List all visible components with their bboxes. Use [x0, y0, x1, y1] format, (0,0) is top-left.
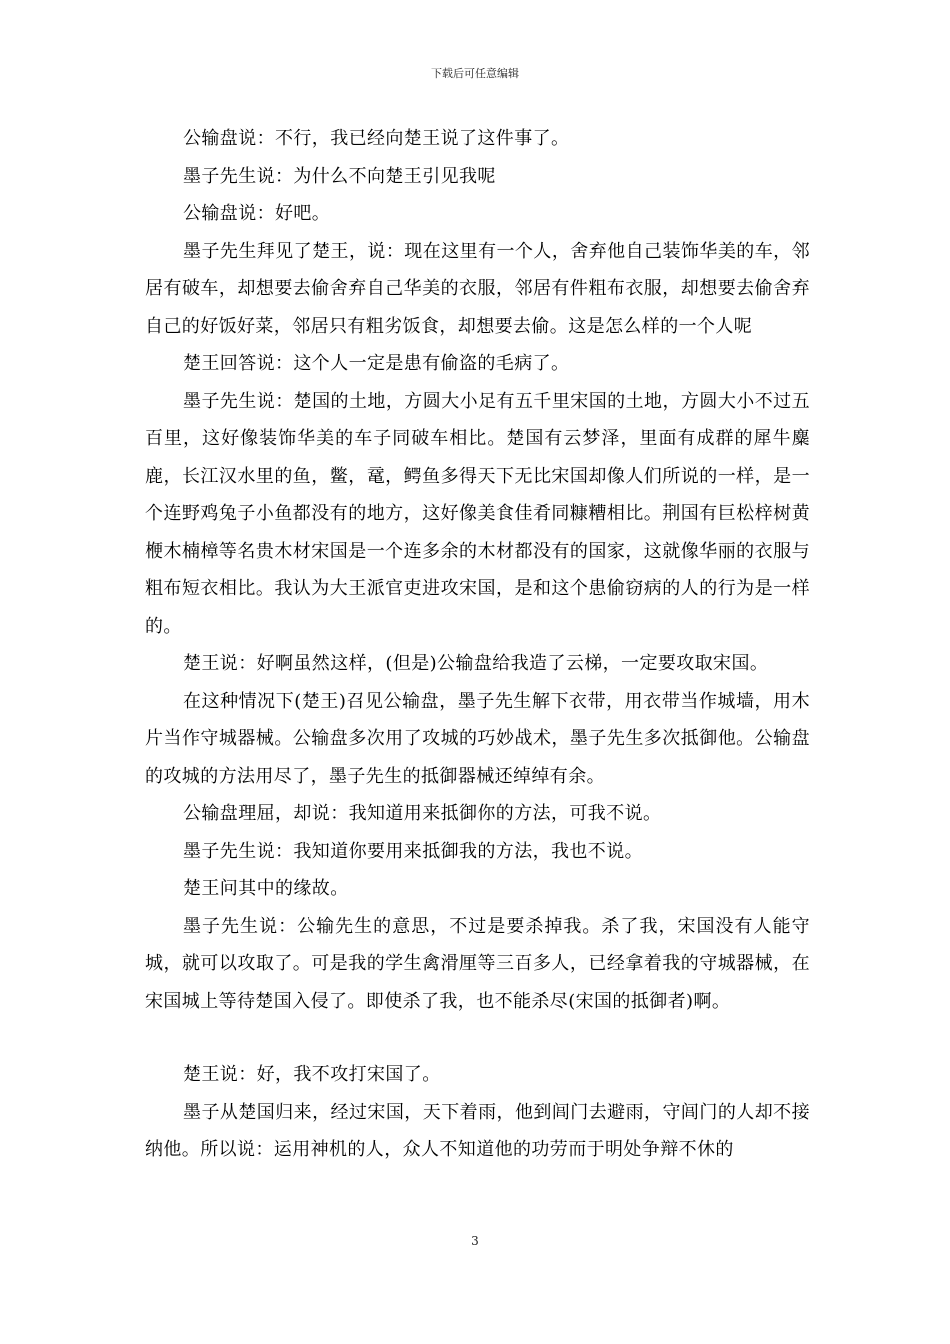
paragraph: 楚王说：好啊虽然这样，(但是)公输盘给我造了云梯，一定要攻取宋国。	[183, 653, 769, 674]
paragraph: 公输盘说：不行，我已经向楚王说了这件事了。	[183, 128, 570, 149]
paragraph: 墨子从楚国归来，经过宋国，天下着雨，他到闾门去避雨，守闾门的人却不接纳他。所以说：运用神机的人，众人不知道他的功劳而于明处争辩不休的	[145, 1101, 810, 1160]
paragraph: 公输盘说：好吧。	[183, 203, 331, 224]
paragraph: 墨子先生说：为什么不向楚王引见我呢	[183, 165, 496, 187]
paragraph: 墨子先生说：我知道你要用来抵御我的方法，我也不说。	[183, 840, 643, 862]
paragraph: 在这种情况下(楚王)召见公输盘，墨子先生解下衣带，用衣带当作城墙，用木片当作守城器械。公输盘多次用了攻城的巧妙战术，墨子先生多次抵御他。公输盘的攻城的方法用尽了，墨子先生的抵御器械还绰绰有余。	[145, 690, 810, 787]
paragraph: 公输盘理屈，却说：我知道用来抵御你的方法，可我不说。	[183, 803, 662, 824]
paragraph: 墨子先生拜见了楚王，说：现在这里有一个人，舍弃他自己装饰华美的车，邻居有破车，却想要去偷舍弃自己华美的衣服，邻居有件粗布衣服，却想要去偷舍弃自己的好饭好菜，邻居只有粗劣饭食，却想要去偷。这是怎么样的一个人呢	[145, 240, 810, 337]
paragraph: 楚王回答说：这个人一定是患有偷盗的毛病了。	[183, 353, 570, 374]
page-number: 3	[471, 1234, 479, 1248]
page-header: 下载后可任意编辑	[431, 67, 519, 80]
document-body	[145, 120, 810, 1169]
paragraph: 楚王问其中的缘故。	[183, 878, 349, 899]
paragraph: 墨子先生说：楚国的土地，方圆大小足有五千里宋国的土地，方圆大小不过五百里，这好像装饰华美的车子同破车相比。楚国有云梦泽，里面有成群的犀牛麋鹿，长江汉水里的鱼，鳖，鼋，鳄鱼多得天下无比宋国却像人们所说的一样，是一个连野鸡兔子小鱼都没有的地方，这好像美食佳肴同糠糟相比。荆国有巨松梓树黄楩木楠樟等名贵木材宋国是一个连多余的木材都没有的国家，这就像华丽的衣服与粗布短衣相比。我认为大王派官吏进攻宋国，是和这个患偷窃病的人的行为是一样的。	[145, 390, 810, 637]
paragraph: 楚王说：好，我不攻打宋国了。	[183, 1064, 441, 1085]
paragraph: 墨子先生说：公输先生的意思，不过是要杀掉我。杀了我，宋国没有人能守城，就可以攻取了。可是我的学生禽滑厘等三百多人，已经拿着我的守城器械，在宋国城上等待楚国入侵了。即使杀了我，也不能杀尽(宋国的抵御者)啊。	[145, 915, 810, 1012]
